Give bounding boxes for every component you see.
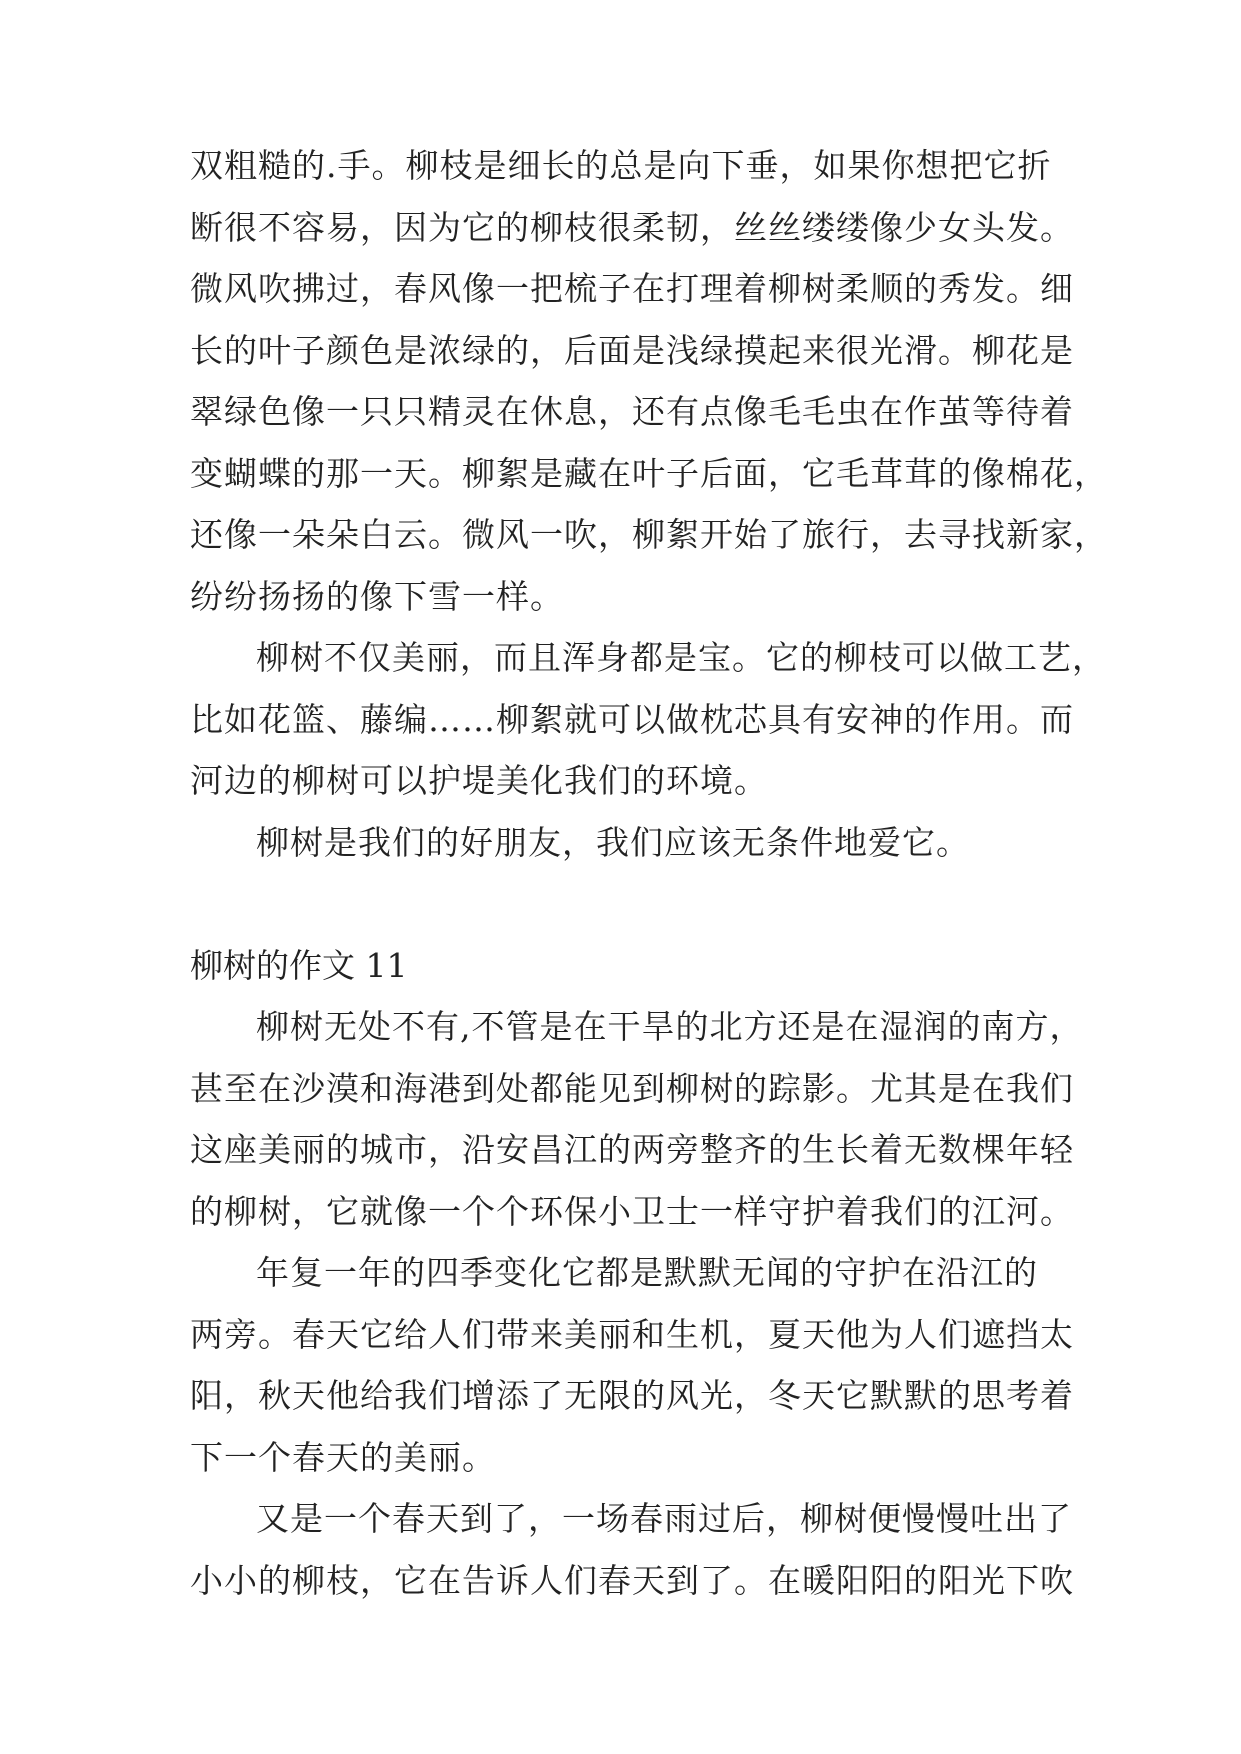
text-line: 小小的柳枝，它在告诉人们春天到了。在暖阳阳的阳光下吹 bbox=[190, 1560, 1074, 1600]
paragraph bbox=[190, 135, 1108, 627]
text-line: 阳，秋天他给我们增添了无限的风光，冬天它默默的思考着 bbox=[190, 1376, 1074, 1415]
text-line: 断很不容易，因为它的柳枝很柔韧，丝丝缕缕像少女头发。 bbox=[190, 207, 1074, 247]
text-line: 比如花篮、藤编……柳絮就可以做枕芯具有安神的作用。而 bbox=[190, 699, 1074, 739]
text-line: 柳树是我们的好朋友，我们应该无条件地爱它。 bbox=[256, 822, 970, 862]
text-line: 长的叶子颜色是浓绿的，后面是浅绿摸起来很光滑。柳花是 bbox=[190, 330, 1074, 370]
section-title: 柳树的作文 11 bbox=[190, 945, 408, 985]
text-line: 纷纷扬扬的像下雪一样。 bbox=[190, 576, 564, 616]
text-line: 这座美丽的城市，沿安昌江的两旁整齐的生长着无数棵年轻 bbox=[190, 1130, 1074, 1169]
text-line: 甚至在沙漠和海港到处都能见到柳树的踪影。尤其是在我们 bbox=[190, 1068, 1074, 1108]
paragraph bbox=[190, 1242, 1074, 1488]
text-line: 双粗糙的.手。柳枝是细长的总是向下垂，如果你想把它折 bbox=[190, 146, 1052, 185]
paragraph bbox=[190, 627, 1106, 812]
paragraph bbox=[190, 996, 1084, 1242]
text-line: 的柳树，它就像一个个环保小卫士一样守护着我们的江河。 bbox=[190, 1191, 1074, 1231]
text-line: 下一个春天的美丽。 bbox=[190, 1437, 496, 1477]
text-line: 翠绿色像一只只精灵在休息，还有点像毛毛虫在作茧等待着 bbox=[190, 392, 1074, 431]
text-line: 河边的柳树可以护堤美化我们的环境。 bbox=[190, 761, 768, 800]
text-line: 柳树不仅美丽，而且浑身都是宝。它的柳枝可以做工艺， bbox=[256, 638, 1106, 677]
text-line: 微风吹拂过，春风像一把梳子在打理着柳树柔顺的秀发。细 bbox=[190, 269, 1074, 308]
text-line: 还像一朵朵白云。微风一吹，柳絮开始了旅行，去寻找新家， bbox=[190, 515, 1108, 554]
paragraph bbox=[190, 812, 1070, 874]
text-line: 两旁。春天它给人们带来美丽和生机，夏天他为人们遮挡太 bbox=[190, 1314, 1074, 1354]
text-line: 年复一年的四季变化它都是默默无闻的守护在沿江的 bbox=[256, 1253, 1038, 1292]
text-line: 又是一个春天到了，一场春雨过后，柳树便慢慢吐出了 bbox=[256, 1499, 1072, 1538]
paragraph bbox=[190, 1488, 1074, 1611]
document-body bbox=[190, 135, 1108, 1611]
text-line: 柳树无处不有,不管是在干旱的北方还是在湿润的南方， bbox=[256, 1007, 1084, 1046]
spacer bbox=[190, 873, 1070, 935]
text-line: 变蝴蝶的那一天。柳絮是藏在叶子后面，它毛茸茸的像棉花， bbox=[190, 453, 1108, 493]
